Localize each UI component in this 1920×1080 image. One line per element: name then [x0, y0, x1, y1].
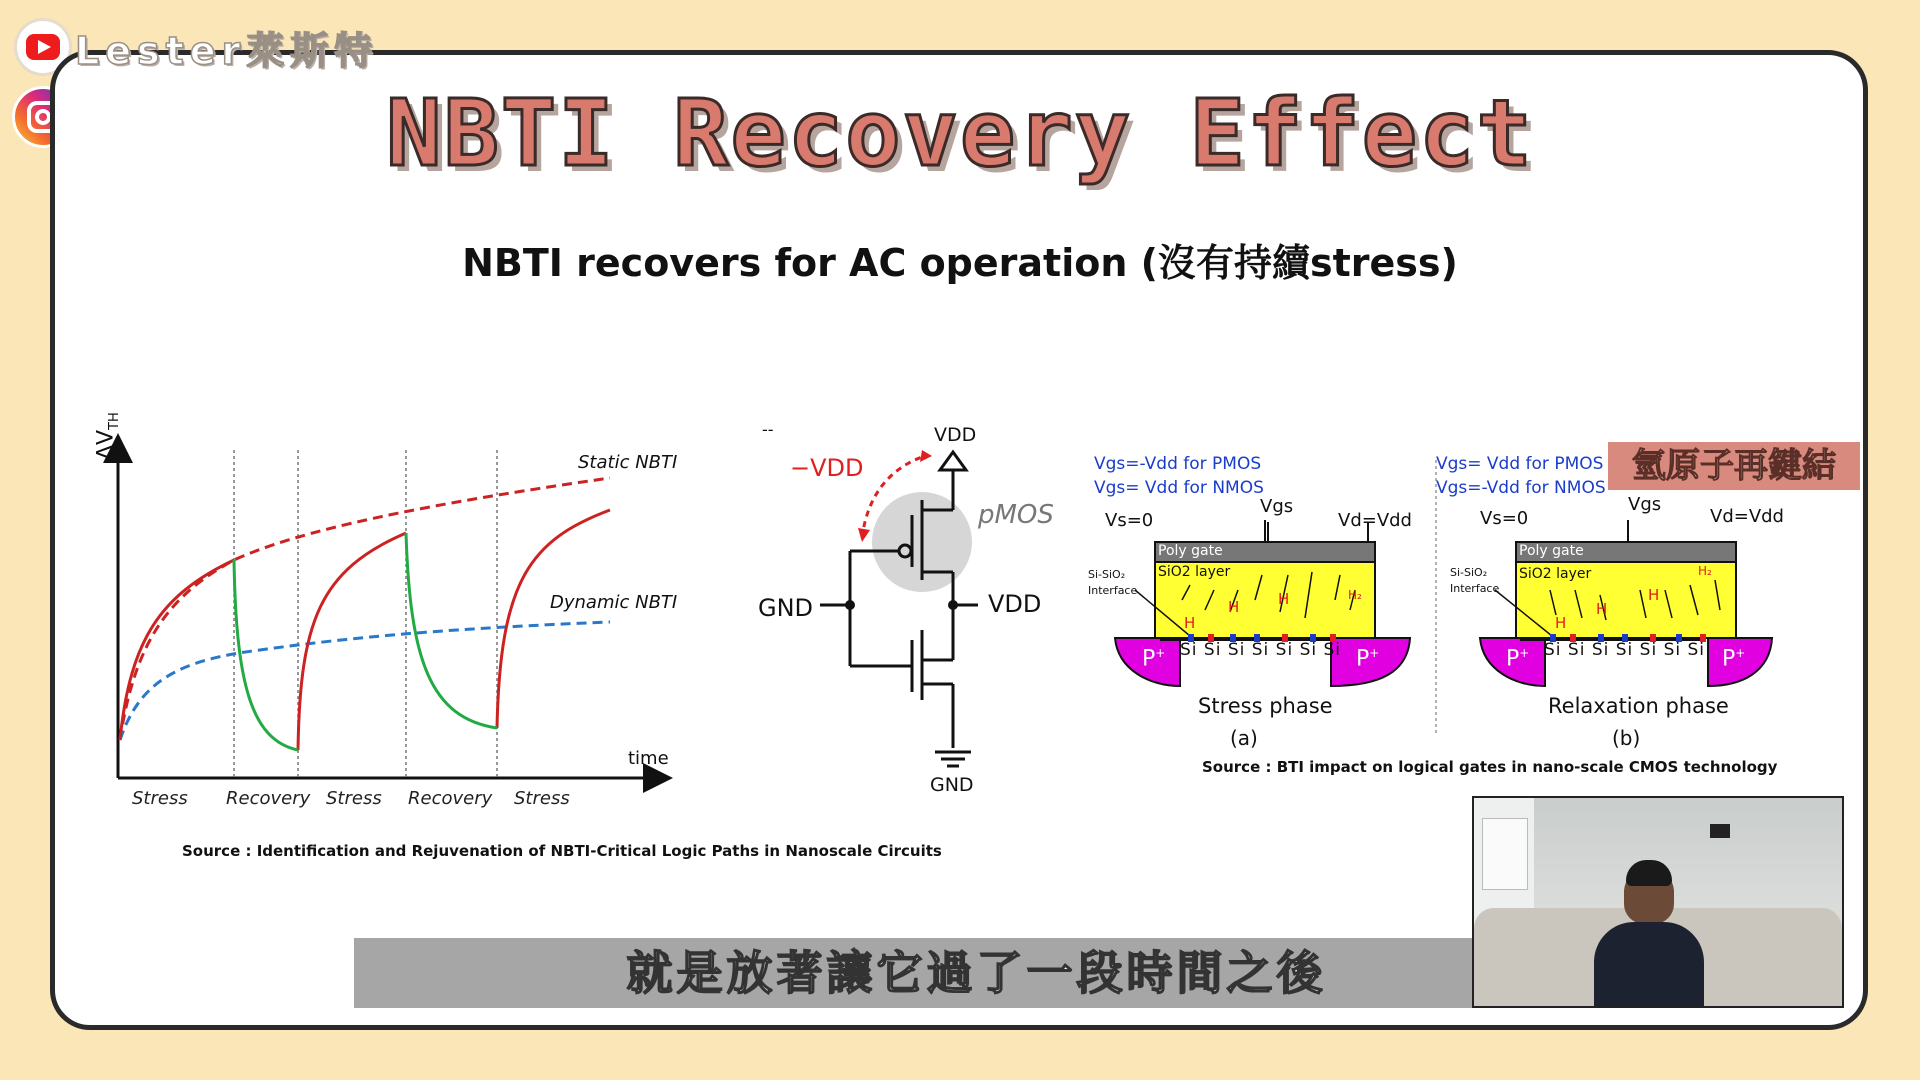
relax-vs-label: Vs=0 — [1480, 508, 1529, 529]
relax-p-right: P+ — [1722, 646, 1746, 672]
channel-name: Lester萊斯特 — [75, 29, 379, 73]
y-axis-label: $\Delta V_{TH}$ — [93, 412, 123, 461]
stress-sio2-label: SiO2 layer — [1158, 564, 1231, 580]
stress-poly-gate: Poly gate — [1158, 543, 1223, 559]
stress-p-right: P+ — [1356, 646, 1380, 672]
presenter-body — [1594, 922, 1704, 1006]
stress-p-left: P+ — [1142, 646, 1166, 672]
stress-a-label: (a) — [1230, 726, 1258, 750]
relax-h-3: H — [1648, 586, 1660, 604]
hydrogen-rebond-badge: 氫原子再鍵結 — [1608, 442, 1860, 490]
stress-vd-label: Vd=Vdd — [1338, 510, 1412, 531]
stress-vgs-label: Vgs — [1260, 496, 1294, 517]
relax-phase-label: Relaxation phase — [1548, 694, 1729, 718]
stress-cond-nmos: Vgs= Vdd for NMOS — [1094, 478, 1264, 498]
presenter-video — [1472, 796, 1844, 1008]
relax-cond-nmos: Vgs=-Vdd for NMOS — [1436, 478, 1606, 498]
phase-label-4: Recovery — [408, 788, 493, 809]
neg-vdd-label: −VDD — [790, 454, 864, 482]
slide-subtitle: NBTI recovers for AC operation (沒有持續stress) — [462, 241, 1458, 285]
stress-cond-pmos: Vgs=-Vdd for PMOS — [1094, 454, 1262, 474]
static-nbti-label: Static NBTI — [578, 452, 678, 473]
stress-h-2: H — [1228, 598, 1240, 616]
circuit-dash: -- — [762, 420, 774, 439]
stress-h2: H₂ — [1348, 588, 1362, 602]
phase-label-5: Stress — [514, 788, 570, 809]
phase-label-3: Stress — [326, 788, 382, 809]
stress-interface-1: Si-SiO₂ — [1088, 568, 1126, 581]
stress-h-3: H — [1278, 590, 1290, 608]
slide-title: NBTI Recovery Effect — [386, 80, 1534, 187]
relax-vd-label: Vd=Vdd — [1710, 506, 1784, 527]
x-axis-label: time — [628, 748, 669, 769]
relax-sio2-label: SiO2 layer — [1519, 566, 1592, 582]
phase-label-1: Stress — [132, 788, 188, 809]
stress-vs-label: Vs=0 — [1105, 510, 1154, 531]
relax-cond-pmos: Vgs= Vdd for PMOS — [1436, 454, 1604, 474]
gnd-bottom-label: GND — [930, 774, 974, 796]
stress-phase-label: Stress phase — [1198, 694, 1333, 718]
relax-p-left: P+ — [1506, 646, 1530, 672]
stress-interface-2: Interface — [1088, 584, 1138, 597]
vdd-top-label: VDD — [934, 424, 977, 446]
relax-h-2: H — [1596, 600, 1608, 618]
vdd-right-label: VDD — [988, 590, 1042, 618]
relax-si-row: Si Si Si Si Si Si Si — [1544, 640, 1706, 660]
chart-source: Source : Identification and Rejuvenation of NBTI-Critical Logic Paths in Nanoscale Circuits — [182, 842, 942, 860]
bti-source: Source : BTI impact on logical gates in nano-scale CMOS technology — [1202, 758, 1778, 776]
relax-interface-1: Si-SiO₂ — [1450, 566, 1488, 579]
relax-vgs-label: Vgs — [1628, 494, 1662, 515]
gnd-left-label: GND — [758, 594, 814, 622]
pmos-label: pMOS — [978, 500, 1054, 530]
stress-si-row: Si Si Si Si Si Si Si — [1180, 640, 1342, 660]
dynamic-nbti-label: Dynamic NBTI — [550, 592, 678, 613]
relax-h-1: H — [1555, 614, 1567, 632]
stress-h-1: H — [1184, 614, 1196, 632]
phase-label-2: Recovery — [226, 788, 311, 809]
relax-poly-gate: Poly gate — [1519, 543, 1584, 559]
relax-h2: H₂ — [1698, 564, 1712, 578]
relax-b-label: (b) — [1612, 726, 1641, 750]
relax-interface-2: Interface — [1450, 582, 1500, 595]
caption-text: 就是放著讓它過了一段時間之後 — [626, 946, 1327, 1000]
